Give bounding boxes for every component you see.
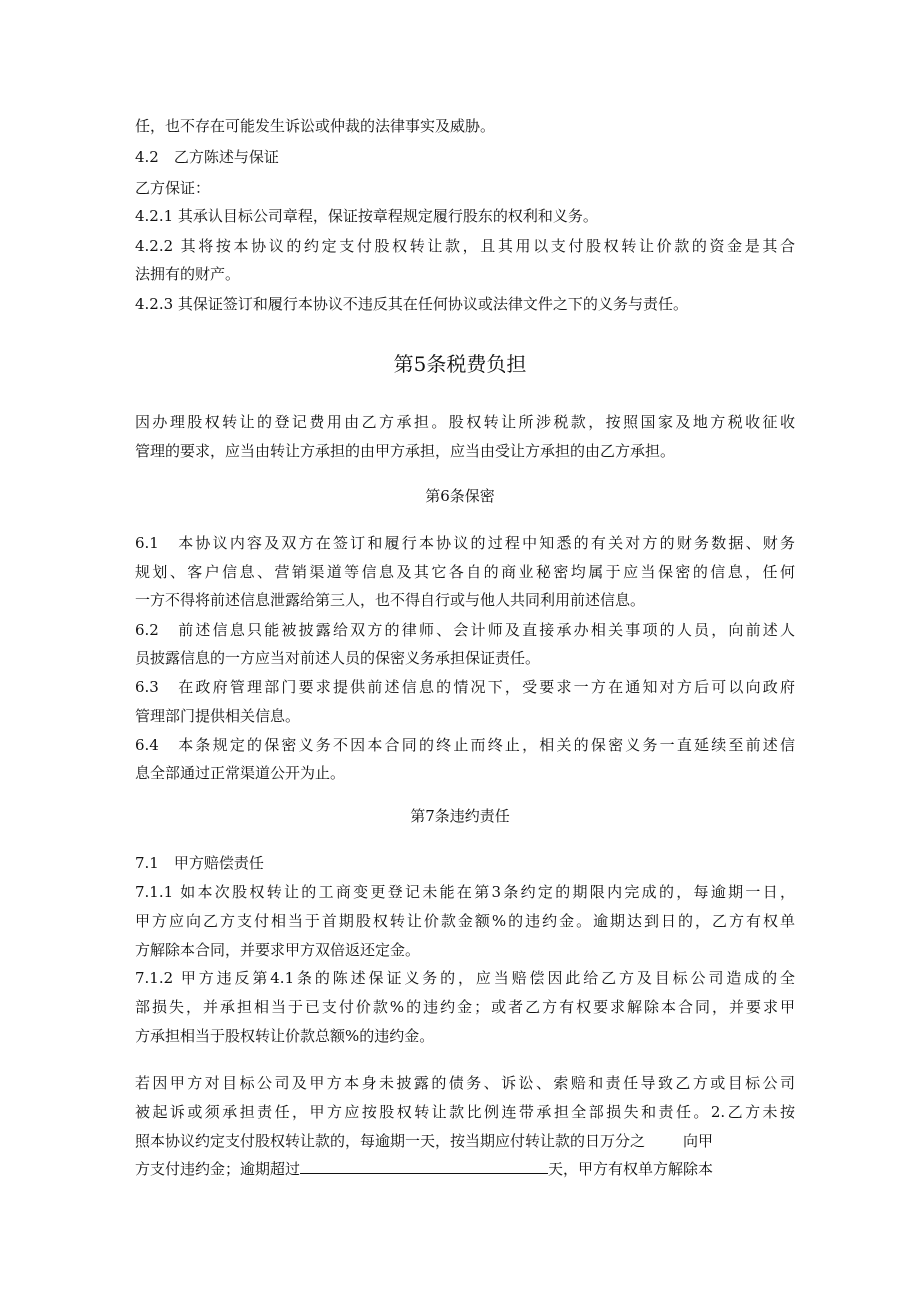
section-6-heading: 第6条保密 bbox=[425, 487, 495, 505]
paragraph-line: 一方不得将前述信息泄露给第三人，也不得自行或与他人共同利用前述信息。 bbox=[135, 591, 646, 609]
clause-4-2-3: 4.2.3 其保证签订和履行本协议不违反其在任何协议或法律文件之下的义务与责任。 bbox=[135, 295, 688, 313]
paragraph-line: 被起诉或须承担责任，甲方应按股权转让款比例连带承担全部损失和责任。2.乙方未按 bbox=[135, 1103, 795, 1121]
paragraph-line: 甲方应向乙方支付相当于首期股权转让价款金额%的违约金。逾期达到日的，乙方有权单 bbox=[135, 912, 795, 930]
clause-6-1: 6.1 本协议内容及双方在签订和履行本协议的过程中知悉的有关对方的财务数据、财务 bbox=[135, 534, 795, 552]
paragraph-line: 任，也不存在可能发生诉讼或仲裁的法律事实及威胁。 bbox=[135, 117, 496, 135]
text-run: 天，甲方有权单方解除本 bbox=[548, 1160, 714, 1178]
paragraph-line bbox=[135, 1131, 795, 1151]
paragraph-line: 因办理股权转让的登记费用由乙方承担。股权转让所涉税款，按照国家及地方税收征收 bbox=[135, 413, 795, 431]
paragraph-line bbox=[135, 1159, 795, 1179]
clause-6-3: 6.3 在政府管理部门要求提供前述信息的情况下，受要求一方在通知对方后可以向政府 bbox=[135, 678, 795, 696]
paragraph-line: 法拥有的财产。 bbox=[135, 265, 241, 283]
paragraph-line: 管理部门提供相关信息。 bbox=[135, 707, 301, 725]
paragraph-line: 息全部通过正常渠道公开为止。 bbox=[135, 764, 346, 782]
clause-heading-7-1: 7.1 甲方赔偿责任 bbox=[135, 854, 264, 872]
paragraph-line: 乙方保证： bbox=[135, 179, 211, 197]
clause-7-1-1: 7.1.1 如本次股权转让的工商变更登记未能在第3条约定的期限内完成的，每逾期一日， bbox=[135, 883, 795, 901]
paragraph-line: 方承担相当于股权转让价款总额%的违约金。 bbox=[135, 1027, 435, 1045]
fill-in-blank bbox=[300, 1159, 548, 1174]
clause-heading-4-2: 4.2 乙方陈述与保证 bbox=[135, 148, 279, 166]
clause-4-2-1: 4.2.1 其承认目标公司章程，保证按章程规定履行股东的权利和义务。 bbox=[135, 207, 598, 225]
paragraph-line: 方解除本合同，并要求甲方双倍返还定金。 bbox=[135, 941, 421, 959]
paragraph-line: 部损失，并承担相当于已支付价款%的违约金；或者乙方有权要求解除本合同，并要求甲 bbox=[135, 998, 795, 1016]
section-7-heading: 第7条违约责任 bbox=[410, 807, 510, 825]
clause-6-4: 6.4 本条规定的保密义务不因本合同的终止而终止，相关的保密义务一直延续至前述信 bbox=[135, 736, 795, 754]
clause-4-2-2: 4.2.2 其将按本协议的约定支付股权转让款，且其用以支付股权转让价款的资金是其合 bbox=[135, 237, 795, 255]
paragraph-line: 管理的要求，应当由转让方承担的由甲方承担，应当由受让方承担的由乙方承担。 bbox=[135, 442, 676, 460]
clause-7-1-2: 7.1.2 甲方违反第4.1条的陈述保证义务的，应当赔偿因此给乙方及目标公司造成的全 bbox=[135, 969, 795, 987]
text-run: 向甲 bbox=[683, 1132, 714, 1150]
text-run: 照本协议约定支付股权转让款的，每逾期一天，按当期应付转让款的日万分之 bbox=[135, 1132, 646, 1150]
clause-6-2: 6.2 前述信息只能被披露给双方的律师、会计师及直接承办相关事项的人员，向前述人 bbox=[135, 621, 795, 639]
paragraph-line: 员披露信息的一方应当对前述人员的保密义务承担保证责任。 bbox=[135, 649, 541, 667]
text-run: 方支付违约金；逾期超过 bbox=[135, 1160, 301, 1178]
section-5-heading: 第5条税费负担 bbox=[393, 352, 527, 376]
paragraph-line: 若因甲方对目标公司及甲方本身未披露的债务、诉讼、索赔和责任导致乙方或目标公司 bbox=[135, 1074, 795, 1092]
paragraph-line: 规划、客户信息、营销渠道等信息及其它各自的商业秘密均属于应当保密的信息，任何 bbox=[135, 563, 795, 581]
